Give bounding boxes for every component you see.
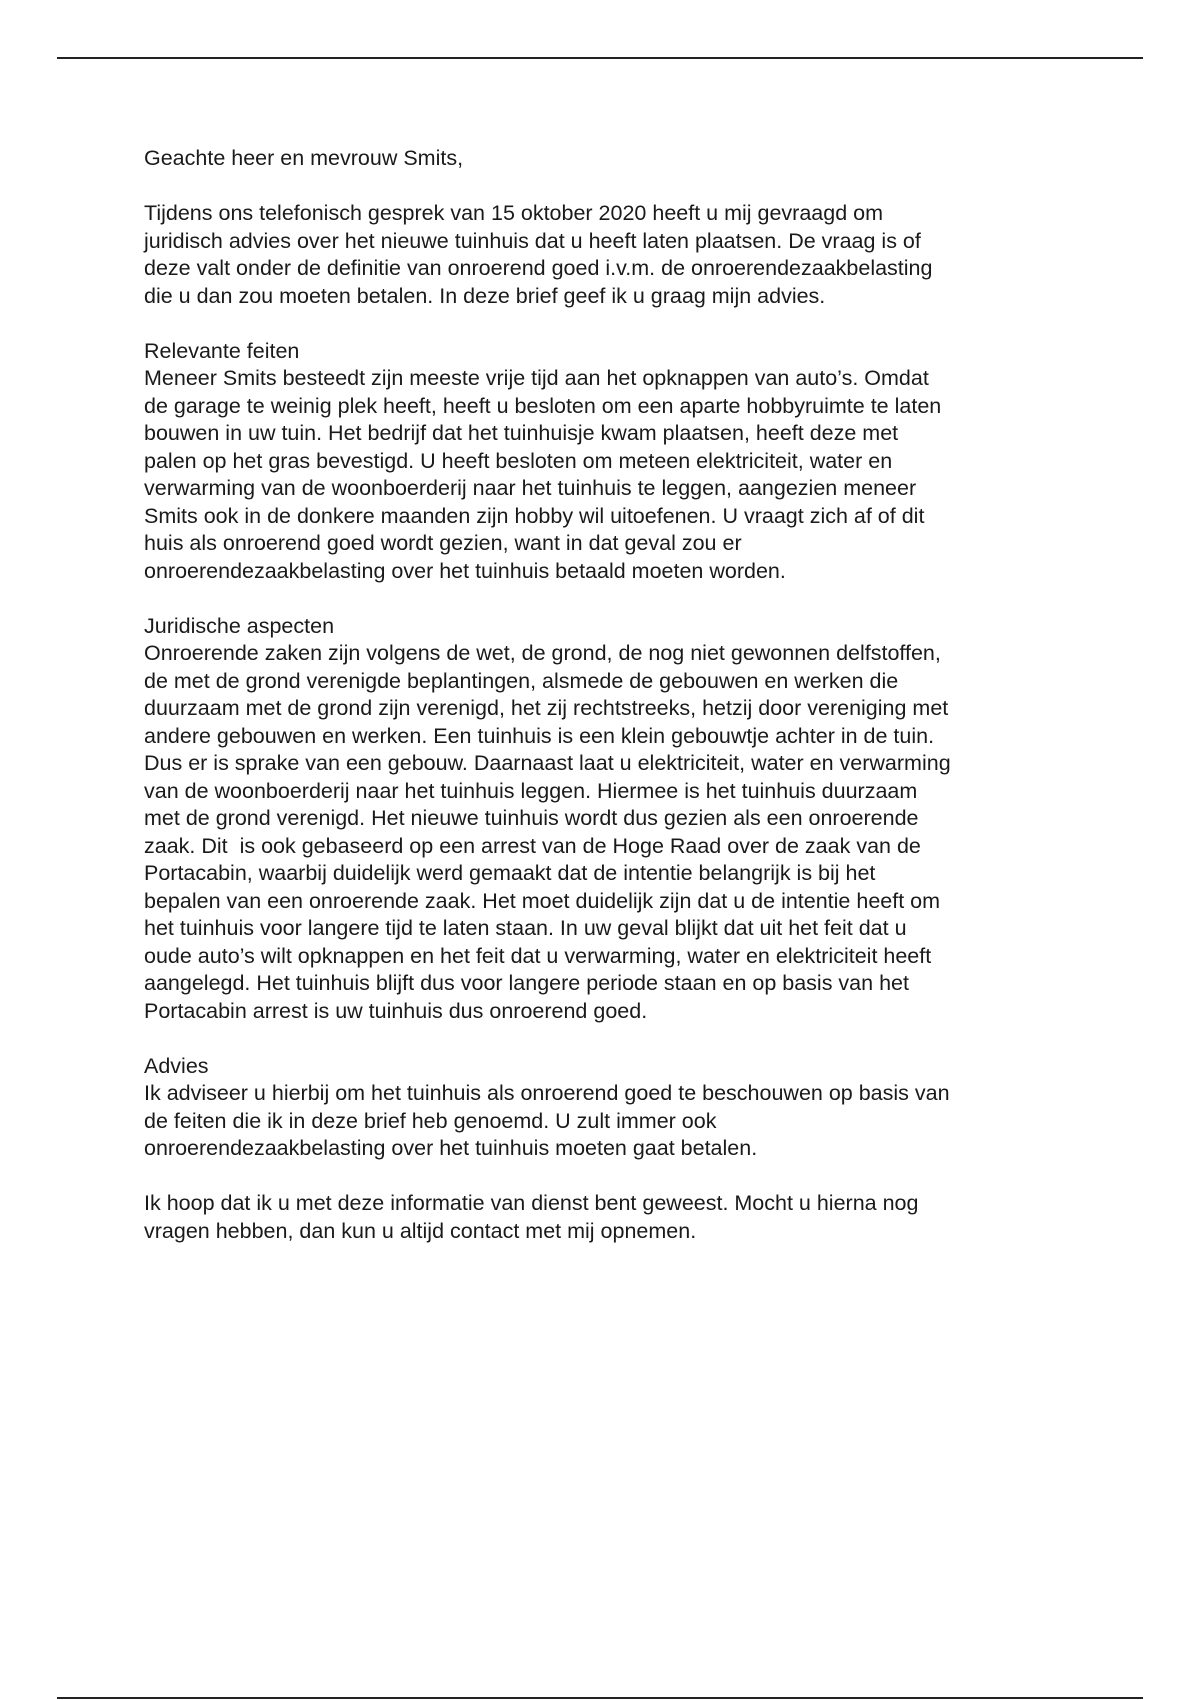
- closing-paragraph: [144, 1190, 1084, 1245]
- intro-line: juridisch advies over het nieuwe tuinhuis dat u heeft laten plaatsen. De vraag is of: [144, 228, 921, 253]
- legal-line: andere gebouwen en werken. Een tuinhuis is een klein gebouwtje achter in de tuin.: [144, 723, 935, 748]
- salutation: Geachte heer en mevrouw Smits,: [144, 146, 464, 170]
- legal-line: oude auto’s wilt opknappen en het feit dat u verwarming, water en elektriciteit heeft: [144, 943, 932, 968]
- closing-line: vragen hebben, dan kun u altijd contact met mij opnemen.: [144, 1218, 697, 1243]
- facts-line: Meneer Smits besteedt zijn meeste vrije tijd aan het opknappen van auto’s. Omdat: [144, 366, 929, 390]
- legal-section: [144, 613, 1084, 1026]
- facts-line: bouwen in uw tuin. Het bedrijf dat het tuinhuisje kwam plaatsen, heeft deze met: [144, 421, 899, 445]
- facts-line: onroerendezaakbelasting over het tuinhuis betaald moeten worden.: [144, 558, 786, 583]
- legal-line: Onroerende zaken zijn volgens de wet, de grond, de nog niet gewonnen delfstoffen,: [144, 641, 941, 665]
- legal-line: het tuinhuis voor langere tijd te laten staan. In uw geval blijkt dat uit het feit dat u: [144, 916, 907, 940]
- intro-line: die u dan zou moeten betalen. In deze brief geef ik u graag mijn advies.: [144, 283, 826, 308]
- legal-line: de met de grond verenigde beplantingen, alsmede de gebouwen en werken die: [144, 668, 899, 693]
- legal-line: Portacabin, waarbij duidelijk werd gemaakt dat de intentie belangrijk is bij het: [144, 861, 876, 885]
- intro-line: deze valt onder de definitie van onroerend goed i.v.m. de onroerendezaakbelasting: [144, 256, 933, 280]
- intro-paragraph: [144, 200, 1084, 310]
- facts-section: [144, 338, 1084, 586]
- legal-line: Portacabin arrest is uw tuinhuis dus onroerend goed.: [144, 998, 648, 1023]
- legal-line: bepalen van een onroerende zaak. Het moet duidelijk zijn dat u de intentie heeft om: [144, 888, 941, 913]
- legal-line: met de grond verenigd. Het nieuwe tuinhuis wordt dus gezien als een onroerende: [144, 806, 919, 830]
- salutation-block: [144, 145, 1084, 173]
- bottom-rule: [57, 1697, 1143, 1699]
- letter-body: [144, 145, 1084, 1273]
- advice-section: [144, 1053, 1084, 1163]
- legal-line: aangelegd. Het tuinhuis blijft dus voor langere periode staan en op basis van het: [144, 971, 909, 995]
- facts-line: Smits ook in de donkere maanden zijn hobby wil uitoefenen. U vraagt zich af of dit: [144, 503, 925, 528]
- legal-heading: Juridische aspecten: [144, 613, 335, 638]
- closing-line: Ik hoop dat ik u met deze informatie van dienst bent geweest. Mocht u hierna nog: [144, 1191, 919, 1215]
- legal-line: duurzaam met de grond zijn verenigd, het zij rechtstreeks, hetzij door vereniging met: [144, 696, 949, 720]
- facts-line: verwarming van de woonboerderij naar het tuinhuis te leggen, aangezien meneer: [144, 476, 917, 500]
- facts-line: de garage te weinig plek heeft, heeft u besloten om een aparte hobbyruimte te laten: [144, 393, 942, 418]
- facts-line: huis als onroerend goed wordt gezien, want in dat geval zou er: [144, 531, 742, 555]
- advice-line: Ik adviseer u hierbij om het tuinhuis als onroerend goed te beschouwen op basis van: [144, 1081, 950, 1105]
- advice-line: onroerendezaakbelasting over het tuinhuis moeten gaat betalen.: [144, 1136, 758, 1160]
- facts-heading: Relevante feiten: [144, 338, 300, 363]
- intro-line: Tijdens ons telefonisch gesprek van 15 oktober 2020 heeft u mij gevraagd om: [144, 201, 884, 225]
- legal-line: van de woonboerderij naar het tuinhuis leggen. Hiermee is het tuinhuis duurzaam: [144, 778, 918, 803]
- top-rule: [57, 57, 1143, 59]
- facts-line: palen op het gras bevestigd. U heeft besloten om meteen elektriciteit, water en: [144, 448, 893, 473]
- legal-line: Dus er is sprake van een gebouw. Daarnaast laat u elektriciteit, water en verwarming: [144, 751, 951, 775]
- advice-line: de feiten die ik in deze brief heb genoemd. U zult immer ook: [144, 1108, 717, 1133]
- legal-line: zaak. Dit is ook gebaseerd op een arrest van de Hoge Raad over de zaak van de: [144, 833, 921, 858]
- advice-heading: Advies: [144, 1053, 209, 1078]
